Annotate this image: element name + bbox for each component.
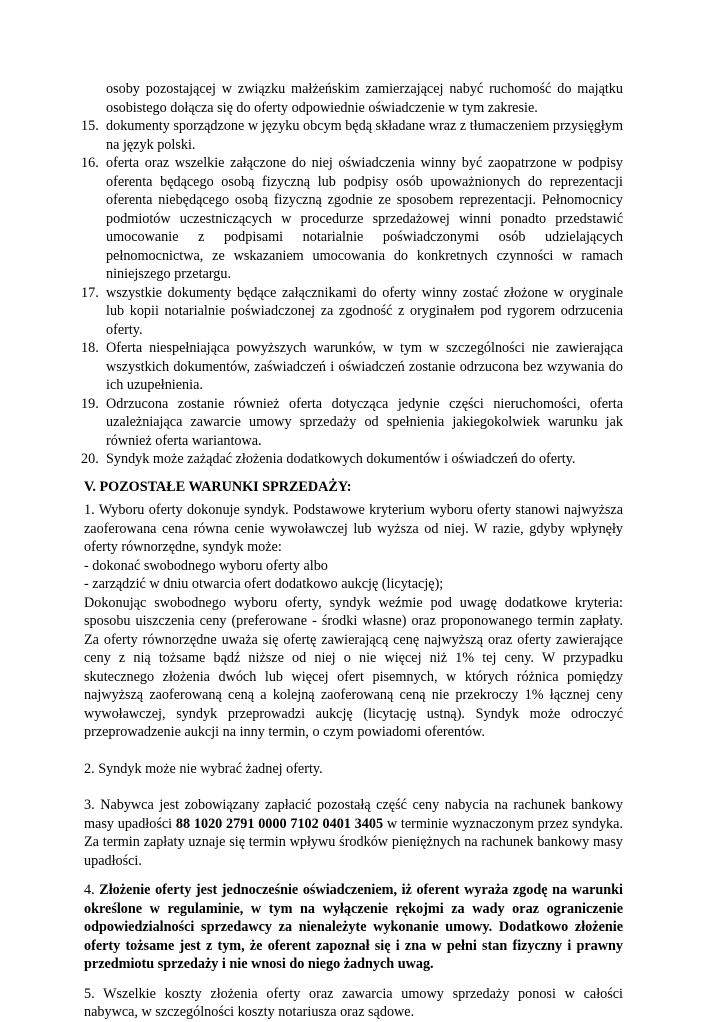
list-item-14-continuation <box>84 80 623 117</box>
list-item-number: 16. <box>81 155 99 171</box>
spacer <box>84 870 623 881</box>
paragraph-3 <box>84 796 623 870</box>
list-item-number: 15. <box>81 118 99 134</box>
spacer <box>84 778 623 796</box>
bank-account-number: 88 1020 2791 0000 7102 0401 3405 <box>175 815 384 832</box>
list-item-15 <box>81 117 623 154</box>
list-item-number: 17. <box>81 284 99 301</box>
list-item-text: Syndyk może zażądać złożenia dodatkowych dokumentów i oświadczeń do oferty. <box>106 451 576 467</box>
spacer <box>84 974 623 985</box>
list-item-text: wszystkie dokumenty będące załącznikami do oferty winny zostać złożone w oryginale lub kopii notarialnie poświadczonej za zgodność z oryginałem pod rygorem odrzucenia oferty. <box>106 284 623 338</box>
spacer <box>84 742 623 760</box>
list-item-text: Odrzucona zostanie również oferta dotycząca jedynie części nieruchomości, oferta uzależniająca zawarcie umowy sprzedaży od spełnienia jakiegokolwiek warunku jak również oferta wariantowa. <box>106 395 623 449</box>
list-item-number: 18. <box>81 340 99 356</box>
list-item-text: oferta oraz wszelkie załączone do niej oświadczenia winny być zaopatrzone w podpisy oferenta będącego osobą fizyczną lub podpisy osób upoważnionych do reprezentacji oferenta niebędącego osobą fizyczną zgodnie ze sposobem reprezentacji. Pełnomocnicy podmiotów uczestniczących w procedurze sprzedażowej winni ponadto przedstawić umocowanie z podpisami notarialnie poświadczonymi osób udzielających pełnomocnictwa, ze wskazaniem umocowania do konkretnych czynności w ramach niniejszego przetargu. <box>106 155 623 282</box>
list-item-18 <box>81 339 623 395</box>
paragraph-5: 5. Wszelkie koszty złożenia oferty oraz zawarcia umowy sprzedaży ponosi w całości nabywca, w szczególności koszty notariusza oraz sądowe. <box>84 985 623 1020</box>
list-item-text: Oferta niespełniająca powyższych warunków, w tym w szczególności nie zawierająca wszystkich dokumentów, zaświadczeń i oświadczeń zostanie odrzucona bez wzywania do ich uzupełnienia. <box>106 340 623 393</box>
list-item-20 <box>81 450 623 469</box>
list-item-number: 19. <box>81 395 99 412</box>
list-item-text: dokumenty sporządzone w języku obcym będą składane wraz z tłumaczeniem przysięgłym na język polski. <box>106 118 623 153</box>
paragraph-1-option-2: - zarządzić w dniu otwarcia ofert dodatkowo aukcję (licytację); <box>84 576 444 592</box>
paragraph-1: 1. Wyboru oferty dokonuje syndyk. Podstawowe kryterium wyboru oferty stanowi najwyższa zaoferowana cena równa cenie wywoławczej lub wyższa od niej. W razie, gdyby wpłynęły oferty równorzędne, syndyk może: <box>84 502 623 555</box>
paragraph-2: 2. Syndyk może nie wybrać żadnej oferty. <box>84 760 323 777</box>
paragraph-4-text: Złożenie oferty jest jednocześnie oświadczeniem, iż oferent wyraża zgodę na warunki określone w regulaminie, w tym na wyłączenie rękojmi za wady oraz ograniczenie odpowiedzialności sprzedawcy za nienależyte wykonanie umowy. Dodatkowo złożenie oferty tożsame jest z tym, że oferent zapoznał się i zna w pełni stan fizyczny i prawny przedmiotu sprzedaży i nie wnosi do niego żadnych uwag. <box>84 882 623 972</box>
paragraph-3-text-a: 3. Nabywca jest zobowiązany zapłacić pozostałą część ceny nabycia na rachunek bankowy masy upadłości <box>84 797 623 832</box>
list-item-text: osoby pozostającej w związku małżeńskim zamierzającej nabyć ruchomość do majątku osobistego dołącza się do oferty odpowiednie oświadczenie w tym zakresie. <box>106 81 623 116</box>
section-heading: V. POZOSTAŁE WARUNKI SPRZEDAŻY: <box>84 478 352 495</box>
paragraph-3-text-b: w terminie wyznaczonym przez syndyka. Za termin zapłaty uznaje się termin wpływu środków pieniężnych na rachunek bankowy masy upadłości. <box>84 815 623 869</box>
paragraph-1-option-1: - dokonać swobodnego wyboru oferty albo <box>84 557 328 574</box>
paragraph-4 <box>84 881 623 974</box>
paragraph-4-number: 4. <box>84 882 100 898</box>
list-item-number: 20. <box>81 451 99 467</box>
list-item-16 <box>81 154 623 284</box>
conditions-list <box>81 80 623 469</box>
paragraph-1-details: Dokonując swobodnego wyboru oferty, syndyk weźmie pod uwagę dodatkowe kryteria: sposobu uiszczenia ceny (preferowane - środki własne) oraz proponowanego termin zapłaty. Za oferty równorzędne uważa się ofertę zawierającą cenę najwyższą oraz oferty zawierające ceny z nią tożsame bądź niższe od niej o nie więcej niż 1% tej ceny. W przypadku skutecznego złożenia dwóch lub więcej ofert pisemnych, w których różnica pomiędzy najwyższą zaoferowaną ceną a kolejną zaoferowaną ceną nie przekroczy 1% łącznej ceny wywoławczej, syndyk przeprowadzi aukcję (licytację ustną). Syndyk może odroczyć przeprowadzenie aukcji na inny termin, o czym powiadomi oferentów. <box>84 594 623 740</box>
list-item-19 <box>81 395 623 451</box>
list-item-17 <box>81 284 623 340</box>
